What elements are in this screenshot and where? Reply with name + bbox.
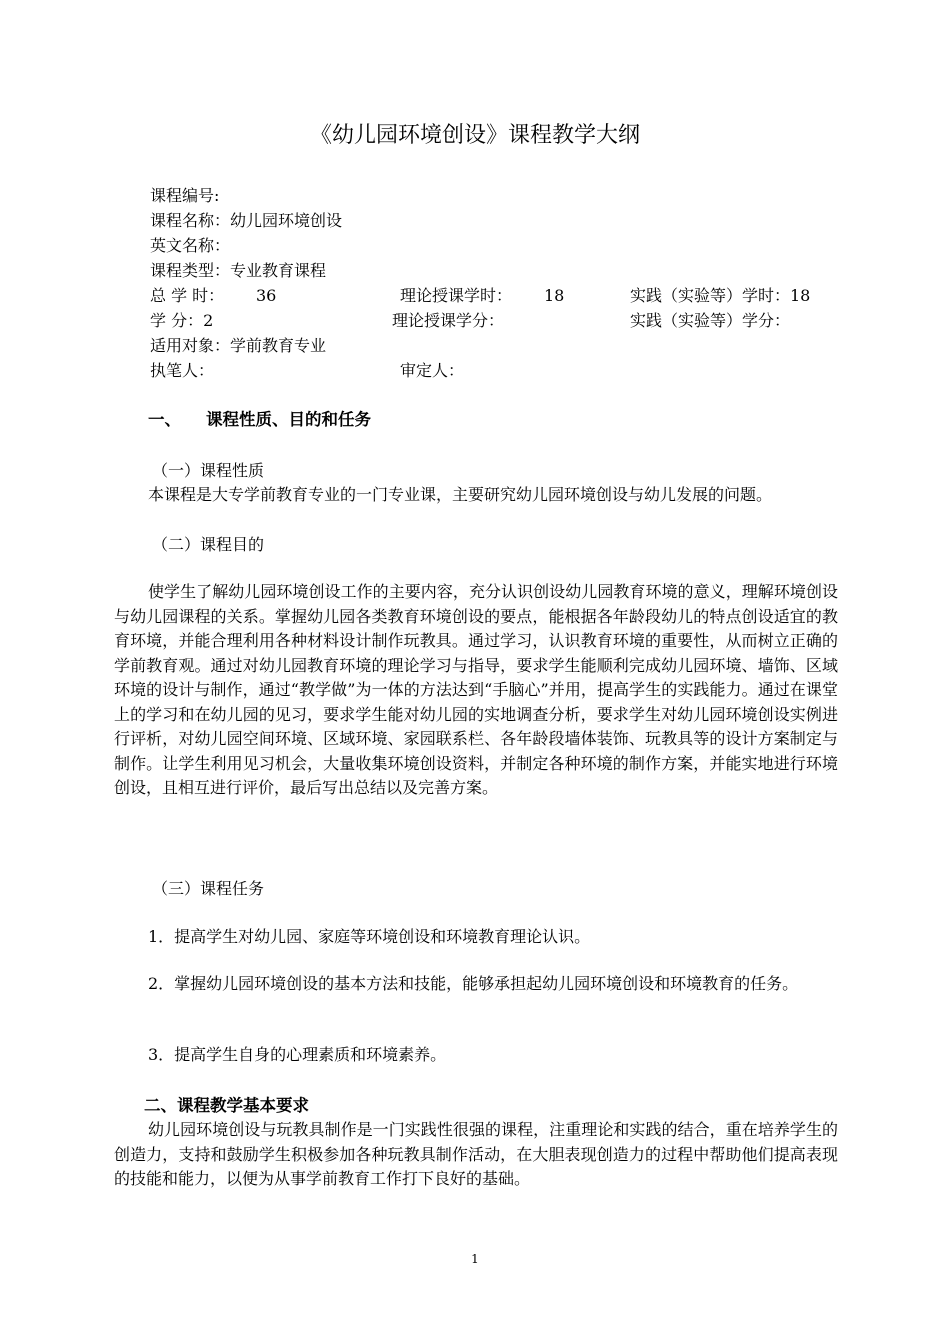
section1-heading: 课程性质、目的和任务 bbox=[206, 410, 371, 429]
task-item-2: 2．掌握幼儿园环境创设的基本方法和技能，能够承担起幼儿园环境创设和环境教育的任务。 bbox=[148, 974, 799, 993]
section1-number: 一、 bbox=[148, 410, 181, 429]
practice-credits: 实践（实验等）学分： bbox=[630, 311, 791, 330]
paragraph-purpose: 使学生了解幼儿园环境创设工作的主要内容，充分认识创设幼儿园教育环境的意义，理解环境创设与幼儿园课程的关系。掌握幼儿园各类教育环境创设的要点，能根据各年龄段幼儿的特点创设适宜的教育环境，并能合理利用各种材料设计制作玩教具。通过学习，认识教育环境的重要性，从而树立正确的学前教育观。通过对幼儿园教育环境的理论学习与指导，要求学生能顺利完成幼儿园环境、墙饰、区域环境的设计与制作，通过“教学做”为一体的方法达到“手脑心”并用，提高学生的实践能力。通过在课堂上的学习和在幼儿园的见习，要求学生能对幼儿园的实地调查分析，要求学生对幼儿园环境创设实例进行评析，对幼儿园空间环境、区域环境、家园联系栏、各年龄段墙体装饰、玩教具等的设计方案制定与制作。让学生利用见习机会，大量收集环境创设资料，并制定各种环境的制作方案，并能实地进行环境创设，且相互进行评价，最后写出总结以及完善方案。 bbox=[114, 582, 838, 797]
reviewer: 审定人： bbox=[400, 361, 465, 380]
subsection-nature: （一）课程性质 bbox=[152, 461, 265, 480]
course-code: 课程编号: bbox=[150, 186, 220, 205]
total-hours-label: 总 学 时： bbox=[150, 286, 225, 305]
english-name: 英文名称： bbox=[150, 236, 231, 255]
subsection-purpose: （二）课程目的 bbox=[152, 535, 265, 554]
theory-hours-value: 18 bbox=[544, 286, 565, 305]
paragraph-requirements: 幼儿园环境创设与玩教具制作是一门实践性很强的课程，注重理论和实践的结合，重在培养学生的创造力，支持和鼓励学生积极参加各种玩教具制作活动，在大胆表现创造力的过程中帮助他们提高表现的技能和能力，以便为从事学前教育工作打下良好的基础。 bbox=[114, 1120, 838, 1188]
section2-heading: 二、课程教学基本要求 bbox=[144, 1096, 309, 1115]
practice-hours: 实践（实验等）学时：18 bbox=[630, 286, 811, 305]
task-item-1: 1．提高学生对幼儿园、家庭等环境创设和环境教育理论认识。 bbox=[148, 927, 591, 946]
author: 执笔人： bbox=[150, 361, 215, 380]
course-type: 课程类型：专业教育课程 bbox=[150, 261, 327, 280]
task-item-3: 3．提高学生自身的心理素质和环境素养。 bbox=[148, 1045, 447, 1064]
target-audience: 适用对象：学前教育专业 bbox=[150, 336, 327, 355]
total-hours-value: 36 bbox=[256, 286, 277, 305]
paragraph-nature: 本课程是大专学前教育专业的一门专业课，主要研究幼儿园环境创设与幼儿发展的问题。 bbox=[148, 485, 773, 504]
theory-hours-label: 理论授课学时： bbox=[400, 286, 513, 305]
subsection-tasks: （三）课程任务 bbox=[152, 879, 265, 898]
course-name: 课程名称：幼儿园环境创设 bbox=[150, 211, 343, 230]
page-number: 1 bbox=[471, 1252, 479, 1266]
credits: 学 分：2 bbox=[150, 311, 214, 330]
theory-credits: 理论授课学分： bbox=[392, 311, 505, 330]
document-title: 《幼儿园环境创设》课程教学大纲 bbox=[309, 123, 640, 148]
